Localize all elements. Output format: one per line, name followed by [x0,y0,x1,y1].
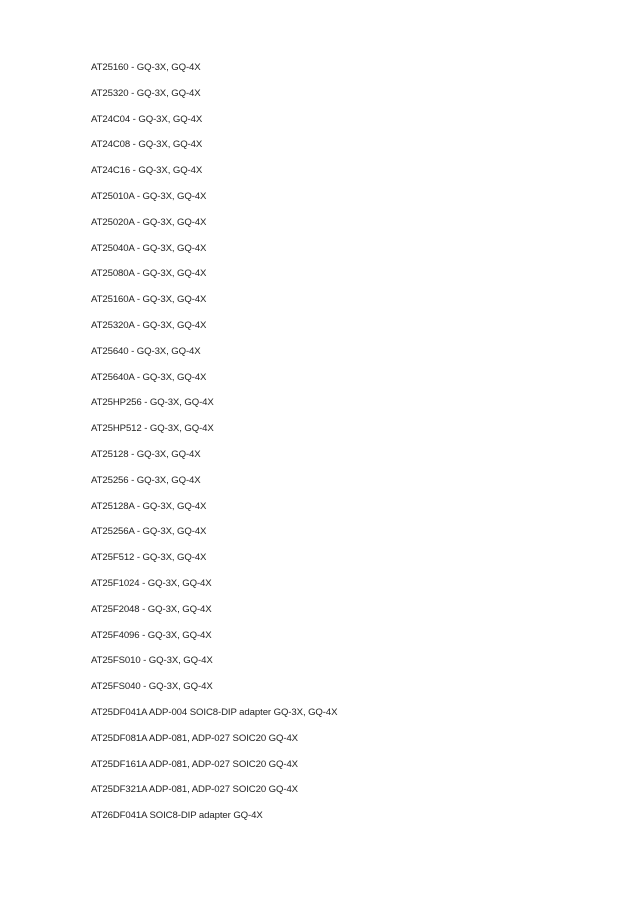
list-item: AT25128 - GQ-3X, GQ-4X [91,448,201,460]
list-item: AT25256 - GQ-3X, GQ-4X [91,474,201,486]
list-item: AT24C04 - GQ-3X, GQ-4X [91,113,203,125]
list-item: AT25DF041A ADP-004 SOIC8-DIP adapter GQ-3X, GQ-4X [91,706,338,718]
list-item: AT25128A - GQ-3X, GQ-4X [91,500,207,512]
list-item: AT25640 - GQ-3X, GQ-4X [91,345,201,357]
list-item: AT25256A - GQ-3X, GQ-4X [91,526,207,538]
list-item: AT25F4096 - GQ-3X, GQ-4X [91,629,212,641]
list-item: AT26DF041A SOIC8-DIP adapter GQ-4X [91,810,263,822]
list-item: AT25640A - GQ-3X, GQ-4X [91,371,207,383]
list-item: AT25F512 - GQ-3X, GQ-4X [91,552,207,564]
list-item: AT25DF081A ADP-081, ADP-027 SOIC20 GQ-4X [91,732,298,744]
list-item: AT25FS010 - GQ-3X, GQ-4X [91,655,213,667]
list-item: AT25F1024 - GQ-3X, GQ-4X [91,577,212,589]
list-item: AT25FS040 - GQ-3X, GQ-4X [91,681,213,693]
device-list [91,60,337,834]
list-item: AT25160 - GQ-3X, GQ-4X [91,62,201,73]
list-item: AT25320 - GQ-3X, GQ-4X [91,87,201,99]
list-item: AT25F2048 - GQ-3X, GQ-4X [91,603,212,615]
list-item: AT24C08 - GQ-3X, GQ-4X [91,139,203,151]
list-item: AT25DF321A ADP-081, ADP-027 SOIC20 GQ-4X [91,784,298,796]
list-item: AT25HP256 - GQ-3X, GQ-4X [91,397,214,409]
list-item: AT25020A - GQ-3X, GQ-4X [91,216,207,228]
list-item: AT25040A - GQ-3X, GQ-4X [91,242,207,254]
list-item: AT25DF161A ADP-081, ADP-027 SOIC20 GQ-4X [91,758,298,770]
list-item: AT25160A - GQ-3X, GQ-4X [91,294,207,306]
list-item: AT25320A - GQ-3X, GQ-4X [91,319,207,331]
list-item: AT25080A - GQ-3X, GQ-4X [91,268,207,280]
list-item: AT25HP512 - GQ-3X, GQ-4X [91,423,214,435]
list-item: AT24C16 - GQ-3X, GQ-4X [91,165,203,177]
list-item: AT25010A - GQ-3X, GQ-4X [91,190,207,202]
